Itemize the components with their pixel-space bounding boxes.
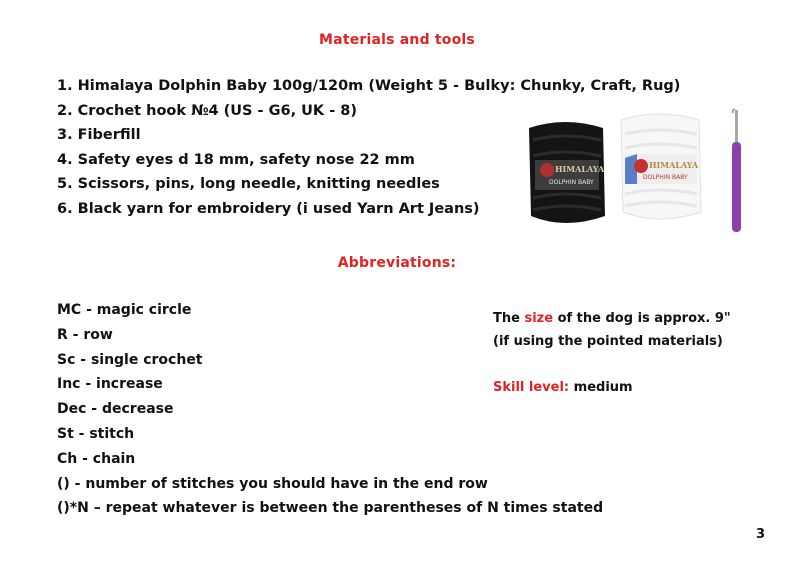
black-yarn-image bbox=[529, 122, 605, 223]
abbreviation-item: R - row bbox=[57, 326, 113, 343]
abbreviation-item: () - number of stitches you should have in the end row bbox=[57, 475, 488, 492]
materials-item-6: 6. Black yarn for embroidery (i used Yarn Art Jeans) bbox=[57, 200, 480, 217]
size-info bbox=[493, 311, 731, 326]
materials-heading: Materials and tools bbox=[319, 32, 475, 48]
size-keyword: size bbox=[524, 311, 554, 326]
materials-item-4: 4. Safety eyes d 18 mm, safety nose 22 mm bbox=[57, 151, 415, 168]
materials-item-3: 3. Fiberfill bbox=[57, 127, 141, 144]
skill-value: medium bbox=[569, 380, 633, 395]
abbreviation-item: Sc - single crochet bbox=[57, 351, 203, 368]
abbreviation-item: ()*N – repeat whatever is between the parentheses of N times stated bbox=[57, 500, 604, 517]
page-number: 3 bbox=[756, 527, 766, 542]
black-yarn-brand: HIMALAYA bbox=[555, 164, 605, 174]
abbreviation-item: Inc - increase bbox=[57, 376, 163, 393]
black-yarn-product: DOLPHIN BABY bbox=[549, 179, 594, 186]
abbreviation-item: Ch - chain bbox=[57, 450, 136, 467]
crochet-hook-image bbox=[732, 109, 741, 232]
white-yarn-product: DOLPHIN BABY bbox=[643, 174, 688, 181]
white-yarn-brand: HIMALAYA bbox=[649, 160, 699, 170]
product-photos bbox=[525, 106, 755, 238]
abbreviation-item: St - stitch bbox=[57, 425, 135, 442]
white-yarn-image bbox=[621, 114, 701, 219]
size-prefix: The bbox=[493, 311, 525, 326]
materials-item-2: 2. Crochet hook №4 (US - G6, UK - 8) bbox=[57, 102, 357, 119]
abbreviations-heading: Abbreviations: bbox=[337, 255, 457, 271]
size-note: (if using the pointed materials) bbox=[493, 334, 723, 349]
materials-item-1: 1. Himalaya Dolphin Baby 100g/120m (Weight 5 - Bulky: Chunky, Craft, Rug) bbox=[57, 78, 681, 94]
abbreviation-item: Dec - decrease bbox=[57, 401, 174, 418]
size-value: of the dog is approx. 9" bbox=[553, 311, 731, 326]
abbreviation-item: MC - magic circle bbox=[57, 302, 192, 318]
skill-label: Skill level: bbox=[493, 380, 570, 395]
materials-item-5: 5. Scissors, pins, long needle, knitting needles bbox=[57, 176, 440, 193]
skill-level bbox=[493, 380, 633, 395]
